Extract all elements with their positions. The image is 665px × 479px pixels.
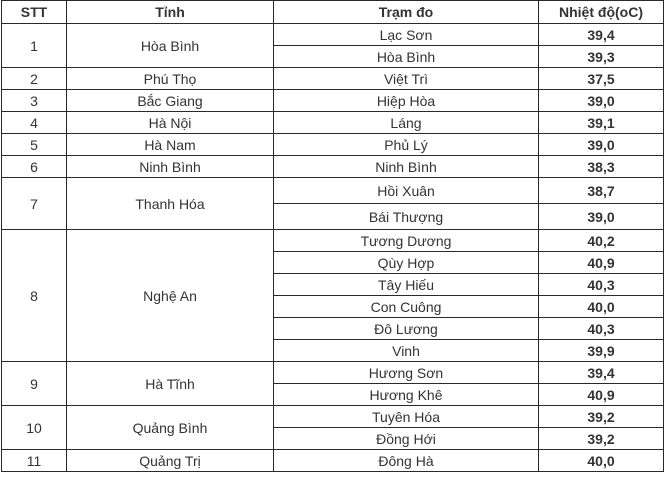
stt-cell: 4 — [2, 112, 67, 134]
table-row — [2, 68, 664, 90]
province-cell: Hà Tĩnh — [67, 362, 274, 406]
header-row — [2, 1, 664, 24]
temperature-cell: 39,3 — [539, 46, 664, 68]
station-cell: Đồng Hới — [274, 428, 539, 450]
station-cell: Hiệp Hòa — [274, 90, 539, 112]
stt-cell: 7 — [2, 178, 67, 230]
station-cell: Tây Hiếu — [274, 274, 539, 296]
province-cell: Hà Nam — [67, 134, 274, 156]
table-row — [2, 230, 664, 252]
province-cell: Quảng Bình — [67, 406, 274, 450]
temperature-cell: 39,2 — [539, 406, 664, 428]
temperature-cell: 40,0 — [539, 450, 664, 472]
header-station: Trạm đo — [274, 1, 539, 24]
temperature-cell: 38,3 — [539, 156, 664, 178]
province-cell: Nghệ An — [67, 230, 274, 362]
temperature-cell: 40,9 — [539, 384, 664, 406]
station-cell: Qùy Hợp — [274, 252, 539, 274]
station-cell: Hồi Xuân — [274, 178, 539, 204]
stt-cell: 6 — [2, 156, 67, 178]
table-row — [2, 134, 664, 156]
table-row — [2, 112, 664, 134]
header-temperature: Nhiệt độ(oC) — [539, 1, 664, 24]
station-cell: Ninh Bình — [274, 156, 539, 178]
stt-cell: 8 — [2, 230, 67, 362]
temperature-cell: 39,1 — [539, 112, 664, 134]
station-cell: Phủ Lý — [274, 134, 539, 156]
temperature-table — [1, 0, 664, 472]
station-cell: Vinh — [274, 340, 539, 362]
station-cell: Việt Trì — [274, 68, 539, 90]
station-cell: Con Cuông — [274, 296, 539, 318]
station-cell: Tuyên Hóa — [274, 406, 539, 428]
header-province: Tỉnh — [67, 1, 274, 24]
province-cell: Hòa Bình — [67, 24, 274, 68]
stt-cell: 2 — [2, 68, 67, 90]
station-cell: Lạc Sơn — [274, 24, 539, 46]
table-body — [2, 24, 664, 472]
temperature-cell: 39,0 — [539, 204, 664, 230]
table-header — [2, 1, 664, 24]
stt-cell: 3 — [2, 90, 67, 112]
stt-cell: 5 — [2, 134, 67, 156]
table-row — [2, 156, 664, 178]
stt-cell: 9 — [2, 362, 67, 406]
temperature-cell: 40,9 — [539, 252, 664, 274]
stt-cell: 10 — [2, 406, 67, 450]
table-row — [2, 178, 664, 204]
temperature-cell: 40,3 — [539, 318, 664, 340]
table-row — [2, 24, 664, 46]
province-cell: Quảng Trị — [67, 450, 274, 472]
province-cell: Hà Nội — [67, 112, 274, 134]
temperature-cell: 38,7 — [539, 178, 664, 204]
temperature-cell: 40,2 — [539, 230, 664, 252]
province-cell: Phú Thọ — [67, 68, 274, 90]
province-cell: Bắc Giang — [67, 90, 274, 112]
table-row — [2, 90, 664, 112]
temperature-cell: 40,3 — [539, 274, 664, 296]
temperature-cell: 39,0 — [539, 90, 664, 112]
temperature-cell: 39,2 — [539, 428, 664, 450]
station-cell: Hương Khê — [274, 384, 539, 406]
stt-cell: 1 — [2, 24, 67, 68]
station-cell: Hòa Bình — [274, 46, 539, 68]
table-row — [2, 362, 664, 384]
table-row — [2, 406, 664, 428]
temperature-cell: 40,0 — [539, 296, 664, 318]
station-cell: Tương Dương — [274, 230, 539, 252]
table-row — [2, 450, 664, 472]
temperature-cell: 37,5 — [539, 68, 664, 90]
province-cell: Thanh Hóa — [67, 178, 274, 230]
province-cell: Ninh Bình — [67, 156, 274, 178]
station-cell: Bái Thượng — [274, 204, 539, 230]
station-cell: Đông Hà — [274, 450, 539, 472]
temperature-cell: 39,4 — [539, 362, 664, 384]
temperature-cell: 39,4 — [539, 24, 664, 46]
temperature-cell: 39,9 — [539, 340, 664, 362]
station-cell: Đô Lương — [274, 318, 539, 340]
temperature-cell: 39,0 — [539, 134, 664, 156]
station-cell: Láng — [274, 112, 539, 134]
station-cell: Hương Sơn — [274, 362, 539, 384]
header-stt: STT — [2, 1, 67, 24]
stt-cell: 11 — [2, 450, 67, 472]
